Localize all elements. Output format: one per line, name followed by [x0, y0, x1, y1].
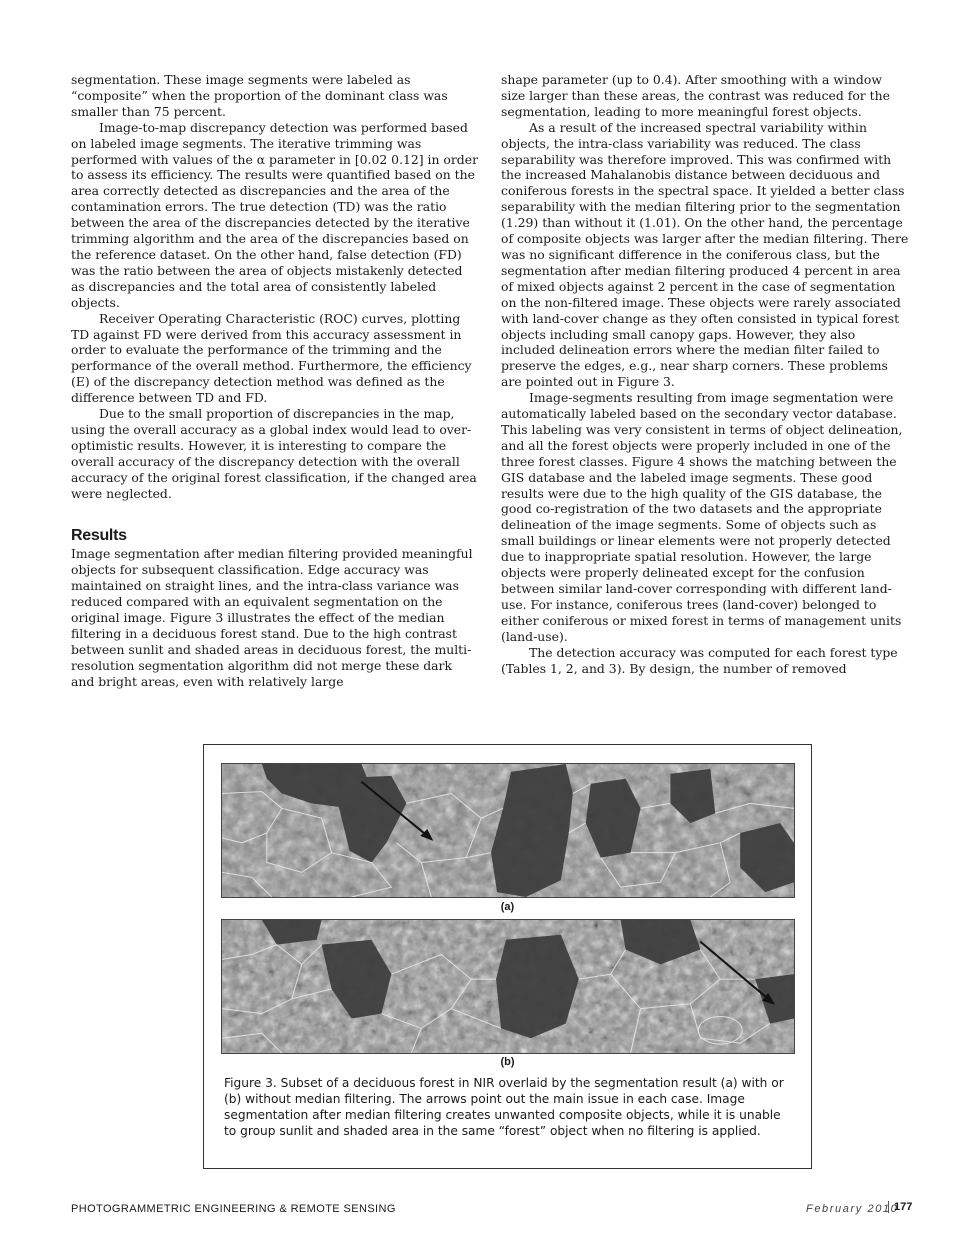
paragraph: segmentation. These image segments were labeled as “composite” when the proportion of the dominant class was smaller than 75 percent. — [71, 72, 448, 119]
footer-page-number: 177 — [888, 1201, 912, 1213]
figure-panel-label-a: (a) — [500, 901, 515, 913]
paragraph: As a result of the increased spectral variability within objects, the intra-class variability was reduced. The class separability was therefore improved. This was confirmed with the increased Mahalanobis distance between deciduous and coniferous forests in the spectral space. It yielded a better class separability with the median filtering prior to the segmentation (1.29) than without it (1.01). On the other hand, the percentage of composite objects was larger after the median filtering. There was no significant difference in the coniferous class, but the segmentation after median filtering produced 4 percent in area of mixed objects against 2 percent in the case of segmentation on the non-filtered image. These objects were rarely associated with land-cover change as they often consisted in typical forest objects including small canopy gaps. However, they also included delineation errors where the median filter failed to preserve the edges, e.g., near sharp corners. These problems are pointed out in Figure 3. — [501, 119, 909, 390]
left-column — [71, 72, 479, 690]
figure-caption: Figure 3. Subset of a deciduous forest in NIR overlaid by the segmentation result (a) with or (b) without median filtering. The arrows point out the main issue in each case. Image segmentation after median filtering creates unwanted composite objects, while it is unable to group sunlit and shaded area in the same “forest” object when no filtering is applied. — [224, 1076, 784, 1138]
figure-panel-label-b: (b) — [500, 1056, 515, 1068]
figure-panel-a-image — [221, 763, 795, 898]
paragraph: Image-to-map discrepancy detection was performed based on labeled image segments. The iterative trimming was performed with values of the α parameter in [0.02 0.12] in order to assess its efficiency. The results were quantified based on the area correctly detected as discrepancies and the area of the contamination errors. The true detection (TD) was the ratio between the area of the discrepancies detected by the iterative trimming algorithm and the area of the discrepancies based on the reference dataset. On the other hand, false detection (FD) was the ratio between the area of objects mistakenly detected as discrepancies and the total area of consistently labeled objects. — [71, 119, 478, 310]
paragraph: Image segmentation after median filtering provided meaningful objects for subsequent classification. Edge accuracy was maintained on straight lines, and the intra-class variance was reduced compared with an equivalent segmentation on the original image. Figure 3 illustrates the effect of the median filtering in a deciduous forest stand. Due to the high contrast between sunlit and shaded areas in deciduous forest, the multi-resolution segmentation algorithm did not merge these dark and bright areas, even with relatively large — [71, 546, 473, 689]
paragraph: The detection accuracy was computed for each forest type (Tables 1, 2, and 3). By design, the number of removed — [501, 644, 898, 676]
footer-journal-name: PHOTOGRAMMETRIC ENGINEERING & REMOTE SENSING — [71, 1203, 396, 1215]
section-heading-results: Results — [71, 527, 127, 545]
paragraph: Image-segments resulting from image segmentation were automatically labeled based on the secondary vector database. This labeling was very consistent in terms of object delineation, and all the forest objects were properly included in one of the three forest classes. Figure 4 shows the matching between the GIS database and the labeled image segments. These good results were due to the high quality of the GIS database, the good co-registration of the two datasets and the appropriate delineation of the image segments. Some of objects such as small buildings or linear elements were not properly detected due to inappropriate spatial resolution. However, the large objects were properly delineated except for the confusion between similar land-cover corresponding with different land-use. For instance, coniferous trees (land-cover) belonged to either coniferous or mixed forest in terms of management units (land-use). — [501, 390, 903, 644]
paragraph: Due to the small proportion of discrepancies in the map, using the overall accuracy as a global index would lead to over-optimistic results. However, it is interesting to compare the overall accuracy of the discrepancy detection with the overall accuracy of the original forest classification, if the changed area were neglected. — [71, 406, 477, 501]
paragraph: Receiver Operating Characteristic (ROC) curves, plotting TD against FD were derived from this accuracy assessment in order to evaluate the performance of the trimming and the performance of the overall method. Furthermore, the efficiency (E) of the discrepancy detection method was defined as the difference between TD and FD. — [71, 310, 472, 406]
footer-issue-date: February 2010 — [806, 1203, 899, 1215]
figure-3 — [203, 744, 812, 1169]
paragraph: shape parameter (up to 0.4). After smoothing with a window size larger than these areas, the contrast was reduced for the segmentation, leading to more meaningful forest objects. — [501, 72, 890, 119]
figure-panel-b-image — [221, 919, 795, 1054]
right-column — [501, 72, 909, 676]
